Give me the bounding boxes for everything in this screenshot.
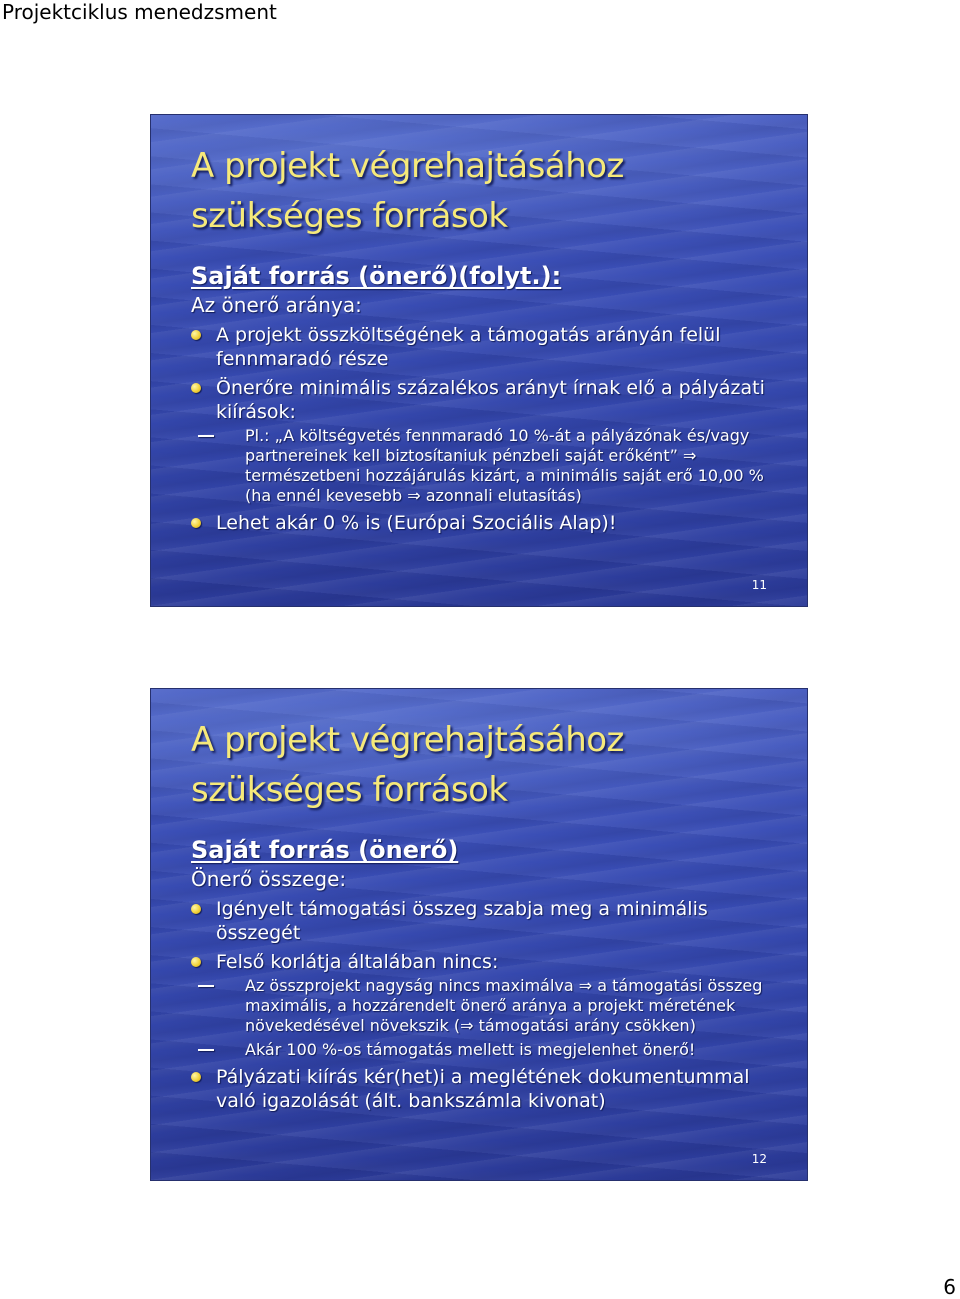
sub-bullet-list (216, 976, 791, 1060)
bullet-item (191, 1065, 791, 1113)
bullet-item (191, 376, 791, 506)
sub-bullet-item (193, 426, 791, 506)
bullet-item (191, 897, 791, 945)
bullet-dot-icon (191, 330, 201, 340)
document-header: Projektciklus menedzsment (2, 0, 277, 24)
bullet-dot-icon (191, 904, 201, 914)
dash-icon (198, 985, 214, 987)
sub-bullet-text: Az összprojekt nagyság nincs maximálva ⇒ a támogatási összeg maximális, a hozzárendelt önerő aránya a projekt méretének növekedésével növekszik (⇒ támogatási arány csökken) (245, 976, 763, 1035)
slide-subtitle: Saját forrás (önerő) (191, 836, 459, 864)
bullet-text: Igényelt támogatási összeg szabja meg a minimális összegét (216, 898, 708, 944)
bullet-text: Felső korlátja általában nincs: (216, 951, 499, 973)
sub-bullet-text: Pl.: „A költségvetés fennmaradó 10 %-át a pályázónak és/vagy partnereinek kell biztosítaniuk pénzbeli saját erőként” ⇒ természetbeni hozzájárulás kizárt, a minimális saját erő 10,00 % (ha ennél kevesebb ⇒ azonnali elutasítás) (245, 426, 764, 505)
slide-number: 12 (751, 1152, 767, 1166)
dash-icon (198, 1049, 214, 1051)
bullet-item (191, 323, 791, 371)
slide-title-line-2: szükséges források (191, 196, 508, 236)
bullet-item (191, 950, 791, 1060)
dash-icon (198, 435, 214, 437)
slide-title-line-1: A projekt végrehajtásához (191, 146, 624, 186)
bullet-dot-icon (191, 1072, 201, 1082)
slide-12 (150, 688, 808, 1181)
slide-title (191, 715, 791, 815)
bullet-item (191, 511, 791, 535)
slide-title-line-1: A projekt végrehajtásához (191, 720, 624, 760)
sub-bullet-item (193, 1040, 791, 1060)
bullet-text: Pályázati kiírás kér(het)i a meglétének dokumentummal való igazolását (ált. bankszámla kivonat) (216, 1066, 750, 1112)
page-number: 6 (943, 1275, 956, 1299)
slide-title-line-2: szükséges források (191, 770, 508, 810)
bullet-dot-icon (191, 383, 201, 393)
sub-bullet-item (193, 976, 791, 1036)
slide-subtitle: Saját forrás (önerő)(folyt.): (191, 262, 562, 290)
bullet-text: A projekt összköltségének a támogatás arányán felül fennmaradó része (216, 324, 721, 370)
slide-intro: Az önerő aránya: (191, 293, 362, 317)
slide-number: 11 (751, 578, 767, 592)
slide-11 (150, 114, 808, 607)
bullet-dot-icon (191, 518, 201, 528)
slide-content (191, 261, 791, 540)
sub-bullet-text: Akár 100 %-os támogatás mellett is megjelenhet önerő! (245, 1040, 696, 1059)
bullet-list (191, 323, 791, 535)
slide-content (191, 835, 791, 1118)
slide-intro: Önerő összege: (191, 867, 347, 891)
slide-title (191, 141, 791, 241)
bullet-text: Lehet akár 0 % is (Európai Szociális Alap)! (216, 512, 617, 534)
bullet-text: Önerőre minimális százalékos arányt írnak elő a pályázati kiírások: (216, 377, 765, 423)
sub-bullet-list (216, 426, 791, 506)
bullet-list (191, 897, 791, 1113)
bullet-dot-icon (191, 957, 201, 967)
